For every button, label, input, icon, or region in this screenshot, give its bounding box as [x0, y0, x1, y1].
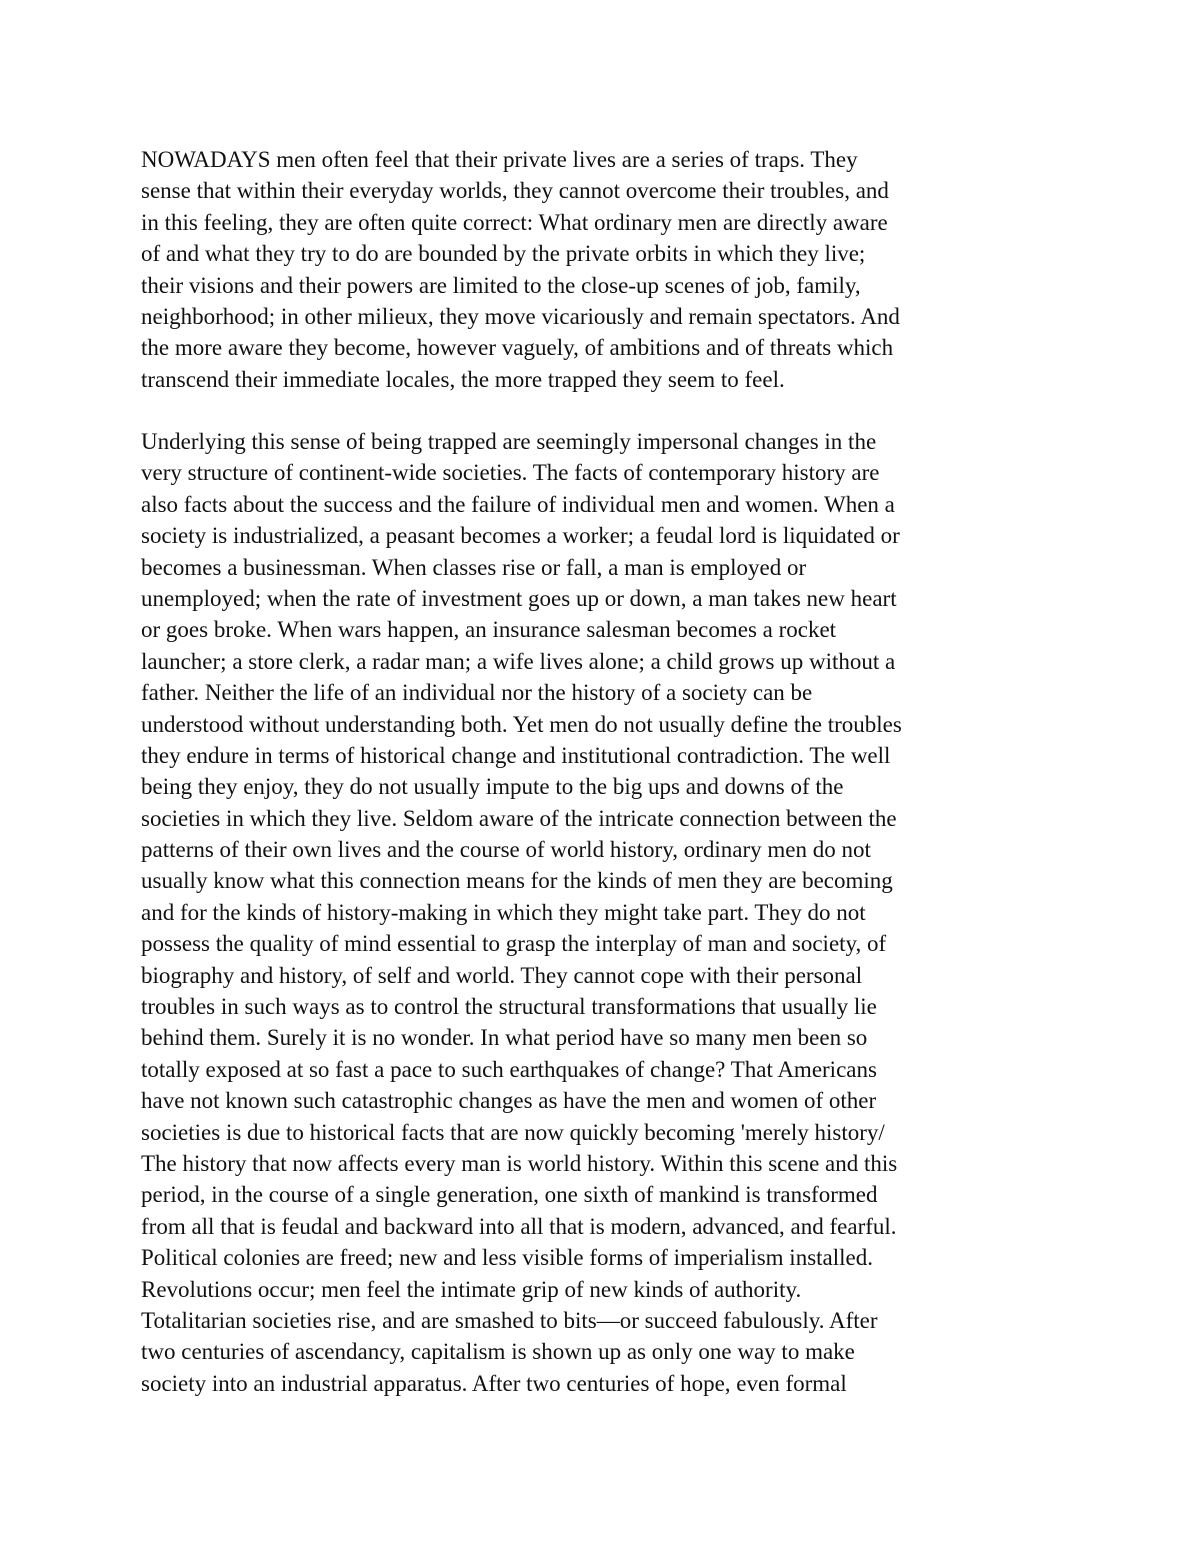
text-line: sense that within their everyday worlds, they cannot overcome their troubles, and [141, 178, 889, 204]
text-line: the more aware they become, however vaguely, of ambitions and of threats which [141, 335, 894, 361]
text-line: understood without understanding both. Yet men do not usually define the troubles [141, 711, 902, 737]
text-line: or goes broke. When wars happen, an insurance salesman becomes a rocket [141, 617, 837, 643]
text-line: possess the quality of mind essential to grasp the interplay of man and society, of [141, 931, 887, 957]
text-line: societies in which they live. Seldom aware of the intricate connection between the [141, 805, 897, 831]
text-line: very structure of continent-wide societies. The facts of contemporary history are [141, 460, 880, 486]
text-line: totally exposed at so fast a pace to such earthquakes of change? That Americans [141, 1056, 877, 1082]
text-line: behind them. Surely it is no wonder. In what period have so many men been so [141, 1025, 868, 1051]
paragraph-2 [141, 426, 1081, 1399]
text-line: have not known such catastrophic changes as have the men and women of other [141, 1088, 877, 1114]
text-line: patterns of their own lives and the course of world history, ordinary men do not [141, 837, 871, 863]
text-line: from all that is feudal and backward into all that is modern, advanced, and fearful. [141, 1213, 897, 1239]
text-line: societies is due to historical facts that are now quickly becoming 'merely history/ [141, 1119, 885, 1145]
text-line: their visions and their powers are limited to the close-up scenes of job, family, [141, 272, 861, 298]
text-line: Totalitarian societies rise, and are smashed to bits—or succeed fabulously. After [141, 1307, 878, 1333]
text-line: biography and history, of self and world. They cannot cope with their personal [141, 962, 863, 988]
text-line: they endure in terms of historical change and institutional contradiction. The well [141, 742, 891, 768]
text-line: being they enjoy, they do not usually impute to the big ups and downs of the [141, 774, 844, 800]
text-line: The history that now affects every man is world history. Within this scene and this [141, 1150, 898, 1176]
text-line: becomes a businessman. When classes rise or fall, a man is employed or [141, 554, 807, 580]
text-line: unemployed; when the rate of investment goes up or down, a man takes new heart [141, 585, 897, 611]
text-line: launcher; a store clerk, a radar man; a wife lives alone; a child grows up without a [141, 648, 896, 674]
text-line: two centuries of ascendancy, capitalism is shown up as only one way to make [141, 1339, 855, 1365]
text-line: troubles in such ways as to control the structural transformations that usually lie [141, 994, 877, 1020]
text-line: father. Neither the life of an individual nor the history of a society can be [141, 680, 813, 706]
text-line: in this feeling, they are often quite correct: What ordinary men are directly aware [141, 209, 888, 235]
text-line: society into an industrial apparatus. After two centuries of hope, even formal [141, 1370, 847, 1396]
paragraph-1 [141, 144, 1081, 395]
text-line: Underlying this sense of being trapped are seemingly impersonal changes in the [141, 429, 877, 454]
text-line: and for the kinds of history-making in which they might take part. They do not [141, 899, 866, 925]
text-line: society is industrialized, a peasant becomes a worker; a feudal lord is liquidated or [141, 523, 900, 549]
text-line: transcend their immediate locales, the more trapped they seem to feel. [141, 366, 785, 392]
text-line: usually know what this connection means for the kinds of men they are becoming [141, 868, 893, 894]
text-line: Political colonies are freed; new and less visible forms of imperialism installed. [141, 1245, 873, 1271]
text-line: of and what they try to do are bounded by the private orbits in which they live; [141, 241, 866, 267]
text-line: Revolutions occur; men feel the intimate grip of new kinds of authority. [141, 1276, 802, 1302]
text-line: NOWADAYS men often feel that their private lives are a series of traps. They [141, 147, 858, 172]
text-line: also facts about the success and the failure of individual men and women. When a [141, 491, 895, 517]
text-line: neighborhood; in other milieux, they move vicariously and remain spectators. And [141, 303, 900, 329]
text-line: period, in the course of a single generation, one sixth of mankind is transformed [141, 1182, 878, 1208]
